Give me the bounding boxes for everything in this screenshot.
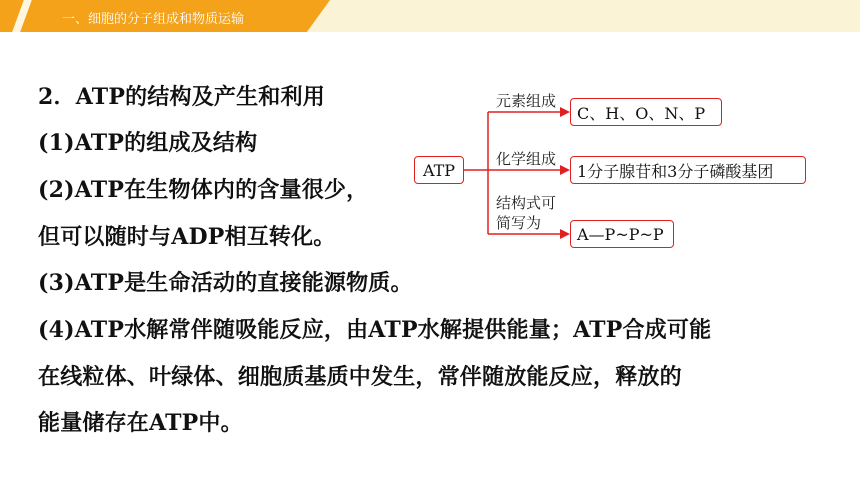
- text-line-7: 能量储存在ATP中。: [38, 410, 243, 436]
- text-line-6: 在线粒体、叶绿体、细胞质基质中发生，常伴随放能反应，释放的: [38, 364, 682, 390]
- atp-structure-diagram: [410, 88, 830, 258]
- branch-label-structure-1: 结构式可: [496, 194, 557, 212]
- branch-box-chemical: 1分子腺苷和3分子磷酸基团: [570, 156, 806, 184]
- text-line-2: (2)ATP在生物体内的含量很少，: [38, 177, 369, 203]
- branch-box-elements: C、H、O、N、P: [570, 98, 722, 126]
- branch-label-structure-2: 简写为: [496, 214, 542, 232]
- section-title: 一、细胞的分子组成和物质运输: [62, 12, 245, 27]
- branch-label-elements: 元素组成: [496, 92, 557, 110]
- heading-line: 2．ATP的结构及产生和利用: [38, 84, 325, 110]
- text-line-5: (4)ATP水解常伴随吸能反应，由ATP水解提供能量；ATP合成可能: [38, 317, 712, 343]
- text-line-3: 但可以随时与ADP相互转化。: [38, 224, 336, 250]
- text-line-1: (1)ATP的组成及结构: [38, 130, 258, 156]
- branch-box-structure: A—P~P~P: [570, 220, 674, 248]
- branch-label-chemical: 化学组成: [496, 150, 557, 168]
- atp-root-box: ATP: [414, 156, 464, 184]
- text-line-4: (3)ATP是生命活动的直接能源物质。: [38, 270, 413, 296]
